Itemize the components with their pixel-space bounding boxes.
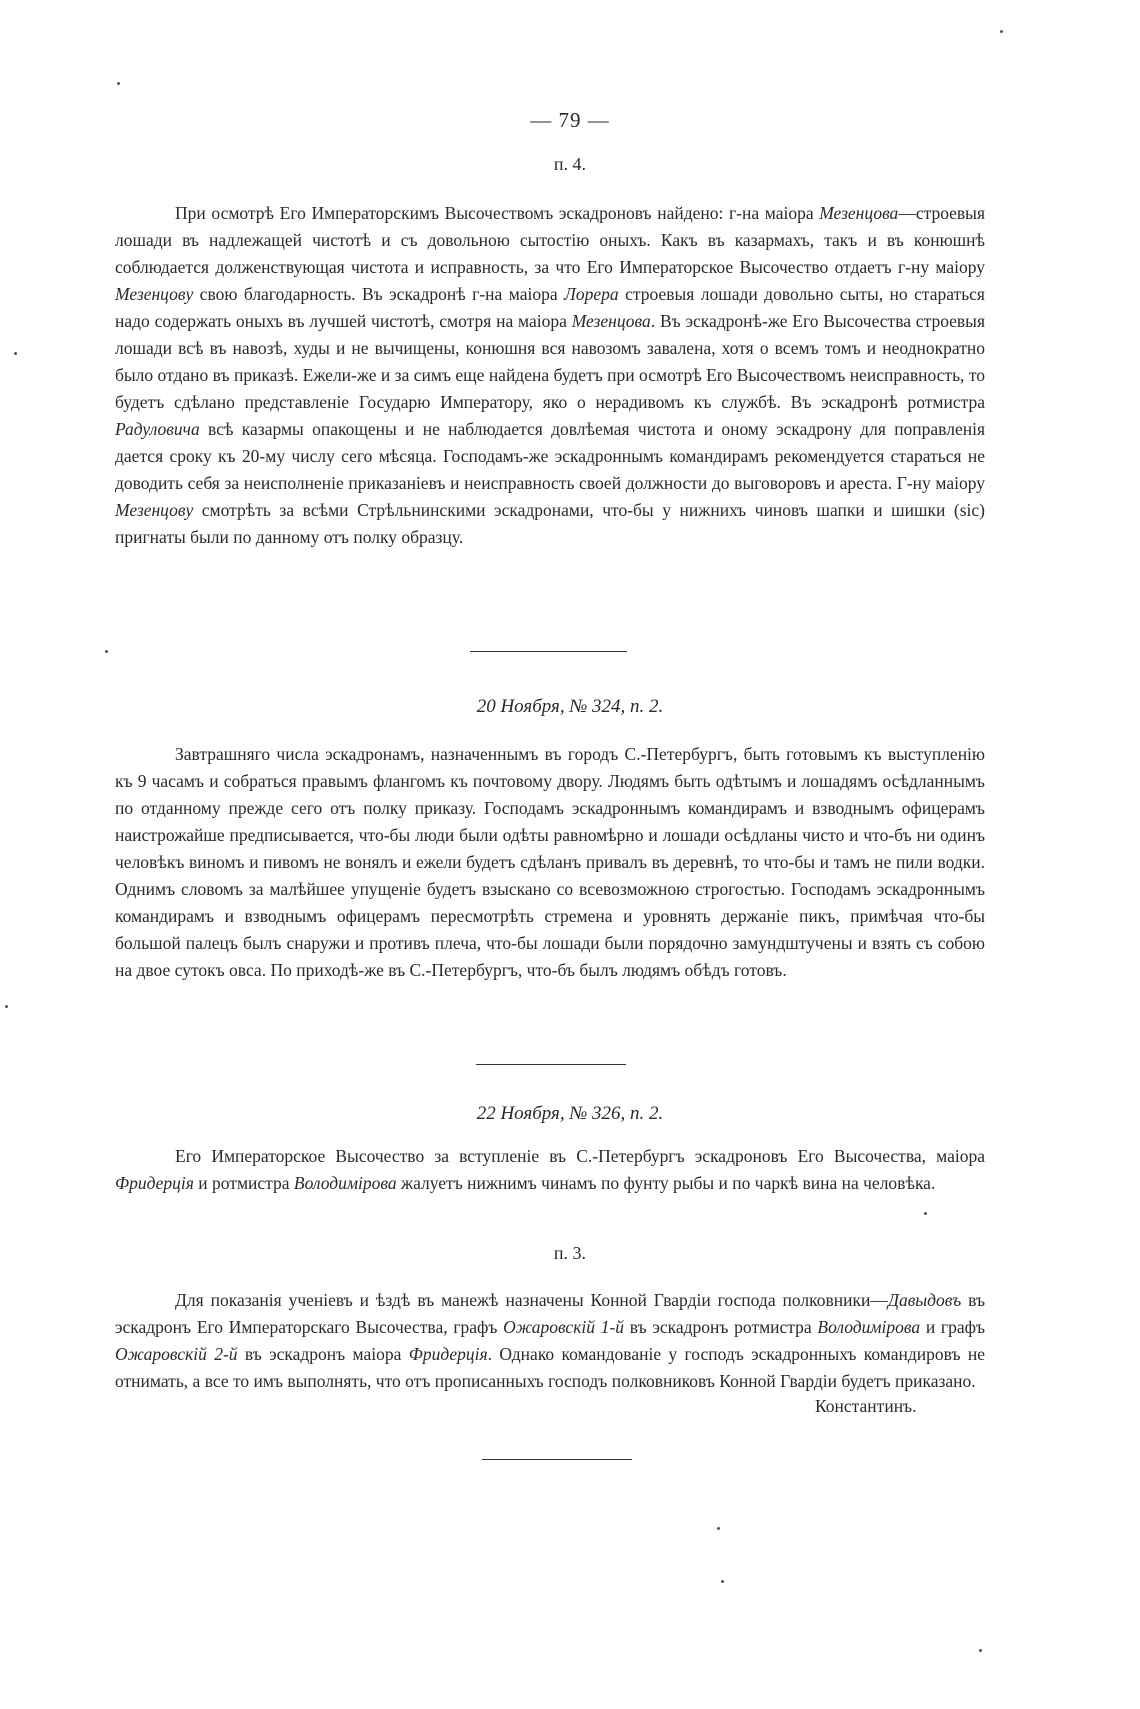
text-run: . Въ эскадронѣ-же Его Высочества строевыя лошади всѣ въ навозѣ, худы и не вычищены, конюшня вся навозомъ завалена, хотя о всемъ томъ и неоднократно было отдано въ приказѣ. Ежели-же и за симъ еще найдена будетъ при осмотрѣ Его Высочествомъ неисправность, то будетъ сдѣлано представленіе Государю Императору, яко о нерадивомъ къ службѣ. Въ эскадронѣ ротмистра [115,311,985,412]
order-header: 22 Ноября, № 326, п. 2. [476,1103,664,1124]
section-paragraph [115,1287,985,1395]
text-run: въ эскадронъ ротмистра [624,1317,818,1337]
surname: Володимірова [293,1173,397,1193]
surname: Мезенцова [819,203,899,223]
scan-speck [979,1649,982,1652]
scan-speck [1000,30,1003,33]
signature: Константинъ. [815,1396,917,1416]
page-number: — 79 — [530,108,610,132]
surname: Мезенцову [115,500,194,520]
surname: Ожаровскій 2-й [115,1344,238,1364]
text-run: Для показанія ученіевъ и ѣздѣ въ манежѣ назначены Конной Гвардіи господа полковники— [175,1290,888,1310]
text-run: . Однако командованіе у господъ эскадронныхъ командировъ не отнимать, а все то имъ выполнять, что отъ прописанныхъ господъ полковниковъ Конной Гвардіи будетъ приказано. [115,1344,985,1391]
scan-speck [717,1527,720,1530]
surname: Фридерція [408,1344,488,1364]
paragraph-text: Завтрашняго числа эскадронамъ, назначеннымъ въ городъ С.-Петербургъ, быть готовымъ къ выступленію къ 9 часамъ и собраться правымъ флангомъ къ почтовому двору. Людямъ быть одѣтымъ и лошадямъ осѣдланнымъ по отданному прежде сего отъ полку приказу. Господамъ эскадроннымъ командирамъ и взводнымъ офицерамъ наистрожайше предписывается, что-бы люди были одѣты равномѣрно и лошади осѣдланы чисто и что-бъ ни одинъ человѣкъ виномъ и пивомъ не вонялъ и ежели будетъ сдѣланъ привалъ въ деревнѣ, то что-бы и тамъ не пили водки. Однимъ словомъ за малѣйшее упущеніе будетъ взыскано со всевозможною строгостью. Господамъ эскадроннымъ командирамъ и взводнымъ офицерамъ пересмотрѣть стремена и уровнять держаніе пикъ, примѣчая что-бы большой палецъ былъ снаружи и противъ плеча, что-бы лошади были порядочно замундштучены и взять съ собою на двое сутокъ овса. По приходѣ-же въ С.-Петербургъ, что-бъ былъ людямъ обѣдъ готовъ. [115,744,985,980]
text-run: При осмотрѣ Его Императорскимъ Высочествомъ эскадроновъ найдено: г-на маіора [175,203,820,223]
section-paragraph [115,1143,985,1197]
scan-speck [5,1005,8,1008]
order-header: 20 Ноября, № 324, п. 2. [476,696,664,717]
surname: Давыдовъ [887,1290,962,1310]
text-run: жалуетъ нижнимъ чинамъ по фунту рыбы и по чаркѣ вина на человѣка. [396,1173,936,1193]
section-header: п. 4. [553,154,587,174]
text-run: Его Императорское Высочество за вступленіе въ С.-Петербургъ эскадроновъ Его Высочества, маіора [175,1146,985,1166]
surname: Фридерція [115,1173,194,1193]
text-run: и графъ [920,1317,986,1337]
surname: Мезенцову [115,284,194,304]
surname: Лорера [564,284,619,304]
text-run: въ эскадронъ маіора [237,1344,409,1364]
surname: Радуловича [115,419,200,439]
scan-speck [924,1212,927,1215]
section-divider [482,1459,632,1460]
text-run: смотрѣть за всѣми Стрѣльнинскими эскадронами, что-бы у нижнихъ чиновъ шапки и шишки (sic) пригнаты были по данному отъ полку образцу. [115,500,985,547]
scan-speck [117,82,120,85]
text-run: и ротмистра [193,1173,294,1193]
section-divider [476,1064,626,1065]
text-run: свою благодарность. Въ эскадронѣ г-на маіора [193,284,565,304]
section-paragraph [115,741,985,984]
section-paragraph [115,200,985,551]
scan-speck [105,650,108,653]
text-run: въ эскадронъ Его Императорскаго Высочества, графъ [115,1290,985,1337]
scan-speck [721,1580,724,1583]
text-run: всѣ казармы опакощены и не наблюдается довлѣемая чистота и оному эскадрону для поправленія дается сроку къ 20-му числу сего мѣсяца. Господамъ-же эскадроннымъ командирамъ рекомендуется стараться не доводить себя за неисполненіе приказаніевъ и неисправность своей должности до выговоровъ и ареста. Г-ну маіору [115,419,985,493]
section-divider [470,651,627,652]
surname: Мезенцова [571,311,651,331]
section-header: п. 3. [553,1243,587,1263]
surname: Володимірова [817,1317,921,1337]
scan-speck [14,352,17,355]
text-run: —строевыя лошади въ надлежащей чистотѣ и съ довольною сытостію оныхъ. Какъ въ казармахъ, такъ и въ конюшнѣ соблюдается долженствующая чистота и исправность, за что Его Императорское Высочество отдаетъ г-ну маіору [115,203,985,277]
text-run: строевыя лошади довольно сыты, но стараться надо содержать оныхъ въ лучшей чистотѣ, смотря на маіора [115,284,985,331]
surname: Ожаровскій 1-й [503,1317,625,1337]
